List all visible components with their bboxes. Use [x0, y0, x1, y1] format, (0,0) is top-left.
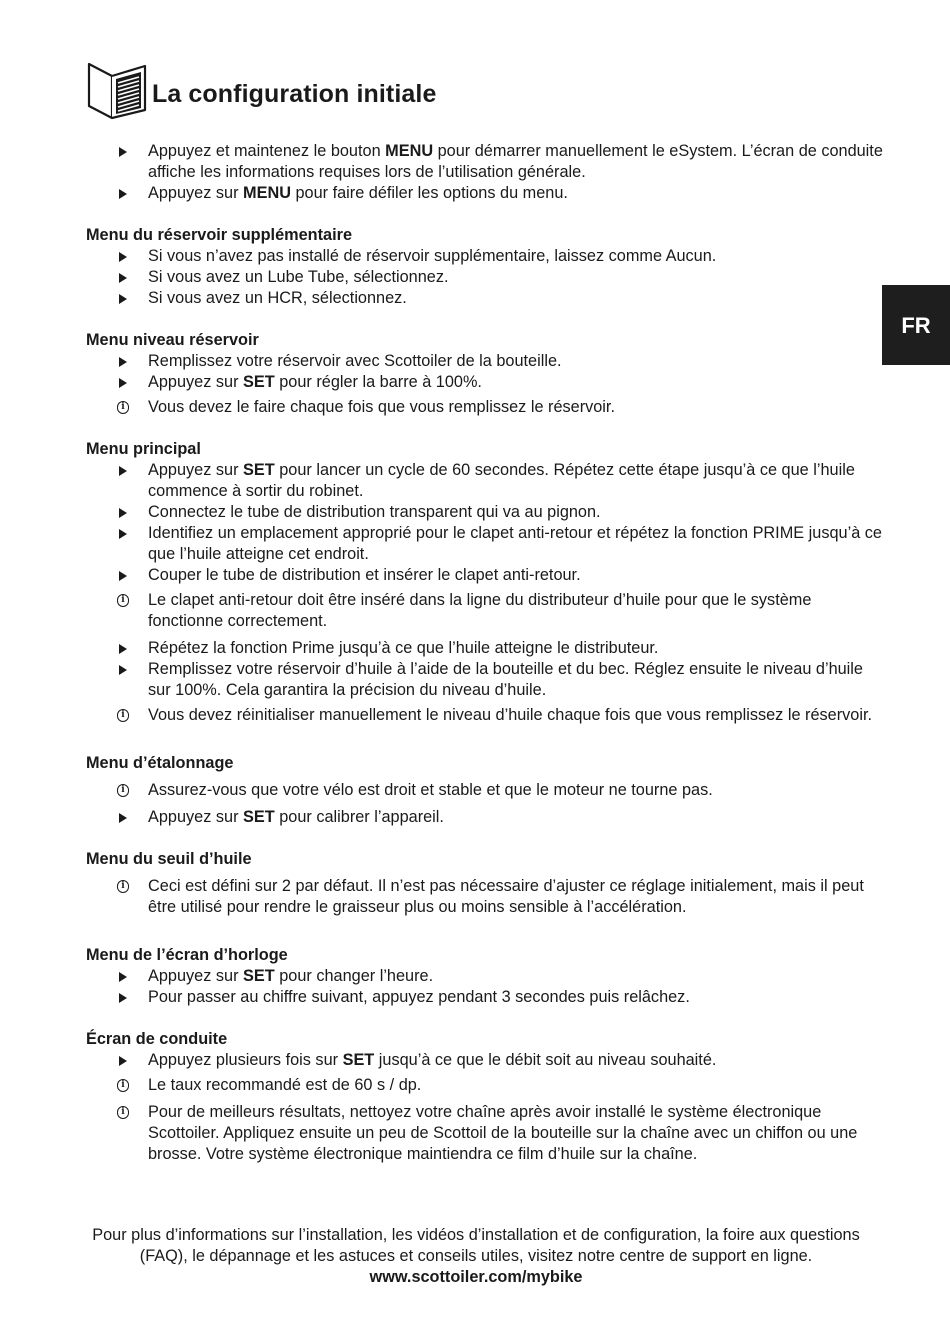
bullet-arrow-icon: [119, 466, 127, 476]
bullet-arrow-icon: [119, 147, 127, 157]
info-icon: i: [117, 401, 130, 414]
info-icon: i: [117, 594, 130, 607]
button-name: SET: [243, 967, 275, 985]
list-marker: [113, 807, 133, 828]
text-run: Appuyez sur: [148, 967, 244, 985]
section-heading: Écran de conduite: [86, 1030, 228, 1048]
info-note: [86, 1102, 886, 1165]
item-text: [148, 184, 568, 202]
list-marker: [113, 288, 133, 309]
list-marker: [113, 705, 133, 726]
button-name: SET: [243, 373, 275, 391]
list-marker: [113, 987, 133, 1008]
list-item: [86, 141, 886, 183]
text-run: Connectez le tube de distribution transparent qui va au pignon.: [148, 503, 601, 521]
button-name: MENU: [243, 184, 291, 202]
list-marker: [113, 267, 133, 288]
bullet-arrow-icon: [119, 189, 127, 199]
list-item: [86, 565, 886, 586]
list-item: [86, 1050, 886, 1071]
item-text: [148, 660, 863, 699]
text-run: Identifiez un emplacement approprié pour le clapet anti-retour et répétez la fonction PRIME jusqu’à ce que l’huile atteigne cet endroit.: [148, 524, 882, 563]
item-text: [148, 247, 716, 265]
list-marker: [113, 876, 133, 897]
item-text: [148, 988, 690, 1006]
text-run: Pour passer au chiffre suivant, appuyez pendant 3 secondes puis relâchez.: [148, 988, 690, 1006]
item-text: [148, 808, 444, 826]
item-text: [148, 373, 482, 391]
text-run: Répétez la fonction Prime jusqu’à ce que l’huile atteigne le distributeur.: [148, 639, 659, 657]
text-run: pour lancer un cycle de 60 secondes. Répétez cette étape jusqu’à ce que l’huile commence à sortir du robinet.: [148, 461, 855, 500]
list-marker: [113, 372, 133, 393]
item-text: [148, 503, 601, 521]
list-item: [86, 267, 886, 288]
section-heading: Menu du réservoir supplémentaire: [86, 226, 353, 244]
list-item: [86, 288, 886, 309]
text-run: Appuyez sur: [148, 184, 244, 202]
item-text: [148, 877, 864, 916]
info-icon: i: [117, 1079, 130, 1092]
text-run: pour démarrer manuellement le eSystem. L’écran de conduite affiche les informations requises lors de l’utilisation générale.: [148, 142, 883, 181]
button-name: SET: [342, 1051, 375, 1069]
list-marker: [113, 638, 133, 659]
bullet-arrow-icon: [119, 357, 127, 367]
text-run: Appuyez et maintenez le bouton: [148, 142, 386, 160]
bullet-arrow-icon: [119, 972, 127, 982]
text-run: Appuyez plusieurs fois sur: [148, 1051, 343, 1069]
info-icon: i: [117, 709, 130, 722]
list-item: [86, 351, 886, 372]
list-item: [86, 966, 886, 987]
item-text: [148, 1076, 421, 1094]
item-text: [148, 268, 449, 286]
info-note: [86, 397, 886, 418]
list-marker: [113, 460, 133, 481]
text-run: Couper le tube de distribution et insérer le clapet anti-retour.: [148, 566, 581, 584]
list-marker: [113, 780, 133, 801]
section-heading: Menu niveau réservoir: [86, 331, 259, 349]
list-marker: [113, 590, 133, 611]
text-run: Le clapet anti-retour doit être inséré dans la ligne du distributeur d’huile pour que le système fonctionne correctement.: [148, 591, 812, 630]
info-note: [86, 780, 886, 801]
item-text: [148, 639, 658, 657]
item-text: [148, 781, 713, 799]
page-header: [86, 60, 436, 122]
section-heading: Menu du seuil d’huile: [86, 850, 252, 868]
text-run: Appuyez sur: [148, 808, 244, 826]
text-run: pour calibrer l’appareil.: [274, 808, 444, 826]
item-text: [148, 1051, 716, 1069]
list-marker: [113, 502, 133, 523]
section-heading: Menu de l’écran d’horloge: [86, 946, 288, 964]
open-book-icon: [86, 60, 148, 122]
text-run: Si vous n’avez pas installé de réservoir supplémentaire, laissez comme Aucun.: [148, 247, 717, 265]
info-note: [86, 1075, 886, 1096]
list-marker: [113, 1075, 133, 1096]
support-link[interactable]: www.scottoiler.com/mybike: [369, 1268, 583, 1286]
list-marker: [113, 966, 133, 987]
text-run: pour changer l’heure.: [274, 967, 434, 985]
list-item: [86, 987, 886, 1008]
info-note: [86, 590, 886, 632]
list-marker: [113, 141, 133, 162]
text-run: pour régler la barre à 100%.: [274, 373, 482, 391]
text-run: Appuyez sur: [148, 373, 244, 391]
button-name: MENU: [385, 142, 434, 160]
item-text: [148, 967, 433, 985]
page-title: La configuration initiale: [152, 79, 437, 108]
item-text: [148, 352, 562, 370]
list-marker: [113, 183, 133, 204]
text-run: Remplissez votre réservoir d’huile à l’aide de la bouteille et du bec. Réglez ensuite le niveau d’huile sur 100%. Cela garantira la précision du niveau d’huile.: [148, 660, 863, 699]
text-run: jusqu’à ce que le débit soit au niveau souhaité.: [374, 1051, 717, 1069]
list-marker: [113, 351, 133, 372]
bullet-arrow-icon: [119, 1056, 127, 1066]
text-run: Appuyez sur: [148, 461, 244, 479]
bullet-arrow-icon: [119, 571, 127, 581]
text-run: Pour de meilleurs résultats, nettoyez votre chaîne après avoir installé le système électronique Scottoiler. Appliquez ensuite un peu de Scottoil de la bouteille sur la chaîne avec un chiffon ou une brosse. Votre système électronique maintiendra ce film d’huile sur la chaîne.: [148, 1103, 858, 1163]
list-item: [86, 460, 886, 502]
list-marker: [113, 397, 133, 418]
list-item: [86, 638, 886, 659]
text-run: Remplissez votre réservoir avec Scottoiler de la bouteille.: [148, 352, 562, 370]
item-text: [148, 1103, 857, 1163]
list-item: [86, 183, 886, 204]
list-item: [86, 523, 886, 565]
item-text: [148, 398, 615, 416]
bullet-arrow-icon: [119, 665, 127, 675]
text-run: Vous devez le faire chaque fois que vous remplissez le réservoir.: [148, 398, 615, 416]
item-text: [148, 289, 407, 307]
item-text: [148, 591, 811, 630]
button-name: SET: [243, 808, 275, 826]
list-item: [86, 659, 886, 701]
bullet-arrow-icon: [119, 644, 127, 654]
text-run: Si vous avez un HCR, sélectionnez.: [148, 289, 407, 307]
bullet-arrow-icon: [119, 273, 127, 283]
list-item: [86, 372, 886, 393]
section-heading: Menu principal: [86, 440, 201, 458]
bullet-arrow-icon: [119, 252, 127, 262]
text-run: Assurez-vous que votre vélo est droit et stable et que le moteur ne tourne pas.: [148, 781, 713, 799]
bullet-arrow-icon: [119, 294, 127, 304]
info-note: [86, 876, 886, 918]
footer-text: Pour plus d’informations sur l’installation, les vidéos d’installation et de configuration, la foire aux questions (FAQ), le dépannage et les astuces et conseils utiles, visitez notre centre de support en ligne.: [92, 1226, 860, 1265]
list-marker: [113, 1050, 133, 1071]
item-text: [148, 524, 882, 563]
list-item: [86, 502, 886, 523]
list-item: [86, 246, 886, 267]
language-tab: FR: [882, 285, 950, 365]
text-run: pour faire défiler les options du menu.: [290, 184, 568, 202]
bullet-arrow-icon: [119, 993, 127, 1003]
text-run: Le taux recommandé est de 60 s / dp.: [148, 1076, 422, 1094]
bullet-arrow-icon: [119, 378, 127, 388]
list-marker: [113, 659, 133, 680]
text-run: Ceci est défini sur 2 par défaut. Il n’est pas nécessaire d’ajuster ce réglage initialement, mais il peut être utilisé pour rendre le graisseur plus ou moins sensible à l’accélération.: [148, 877, 864, 916]
info-note: [86, 705, 886, 726]
item-text: [148, 566, 581, 584]
item-text: [148, 706, 872, 724]
list-marker: [113, 1102, 133, 1123]
list-marker: [113, 565, 133, 586]
list-item: [86, 807, 886, 828]
footer: [86, 1225, 866, 1288]
bullet-arrow-icon: [119, 529, 127, 539]
item-text: [148, 461, 855, 500]
info-icon: i: [117, 880, 130, 893]
bullet-arrow-icon: [119, 508, 127, 518]
item-text: [148, 142, 883, 181]
bullet-arrow-icon: [119, 813, 127, 823]
text-run: Vous devez réinitialiser manuellement le niveau d’huile chaque fois que vous remplissez le réservoir.: [148, 706, 872, 724]
text-run: Si vous avez un Lube Tube, sélectionnez.: [148, 268, 449, 286]
info-icon: i: [117, 784, 130, 797]
button-name: SET: [243, 461, 275, 479]
instructions-body: [86, 141, 886, 1165]
section-heading: Menu d’étalonnage: [86, 754, 234, 772]
info-icon: i: [117, 1106, 130, 1119]
list-marker: [113, 246, 133, 267]
list-marker: [113, 523, 133, 544]
